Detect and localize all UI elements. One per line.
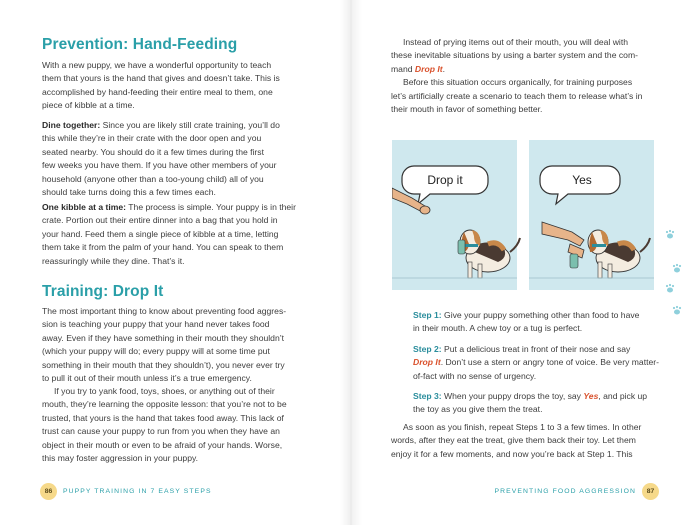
text-line: The most important thing to know about preventing food aggres- (42, 306, 287, 316)
drop-it-command: Drop It (414, 63, 443, 74)
text-line: them that yours is the hand that gives and doesn’t take. This is (42, 73, 280, 84)
paw-print-icon (673, 264, 681, 273)
hand-with-treat (420, 206, 430, 214)
bubble-text-drop-it: Drop it (427, 173, 463, 187)
text-run: The process is simple. Your puppy is in their (126, 202, 296, 212)
footer-chapter-title: PREVENTING FOOD AGGRESSION (494, 488, 636, 495)
text-line: in their mouth. A chew toy or a tug is perfect. (413, 323, 583, 334)
text-line: sion is teaching your puppy that your hand never takes food (42, 319, 270, 330)
heading-training-drop-it: Training: Drop It (42, 283, 164, 300)
text-line: your hand. Feed them a single piece of kibble at a time, letting (42, 228, 279, 239)
text-line: of-fact with no sense of urgency. (413, 370, 537, 381)
text-line: seated nearby. You should do it a few times during the first (42, 146, 264, 157)
text-line: the toy as you give them the treat. (413, 404, 543, 415)
text-line: enjoy it for a few moments, and now you’re back at Step 1. This (391, 448, 633, 459)
dine-together-label: Dine together: (42, 120, 101, 130)
text-line: (which your puppy will do; every puppy will at some time put (42, 346, 270, 357)
one-kibble-paragraph (42, 201, 296, 268)
text-line (42, 201, 296, 214)
panel-drop-it (392, 140, 520, 290)
text-line: With a new puppy, we have a wonderful opportunity to teach (42, 60, 272, 70)
text-line: them take it from the palm of your hand. You can speak to them (42, 242, 284, 253)
bubble-text-yes: Yes (572, 173, 592, 187)
drop-it-illustration (392, 140, 654, 290)
yes-command: Yes (583, 391, 599, 402)
dine-together-paragraph (42, 119, 280, 199)
step-3-line (413, 390, 659, 403)
text-line: If you try to yank food, toys, shoes, or anything out of their (54, 386, 275, 396)
text-run: Give your puppy something other than food to have (441, 310, 640, 320)
text-line (42, 119, 280, 132)
step-1-label: Step 1: (413, 310, 442, 320)
barter-paragraph (391, 36, 642, 116)
text-line (391, 63, 642, 76)
text-line: these inevitable situations by using a barter system and the com- (391, 50, 638, 61)
text-line (413, 356, 659, 369)
text-line: household (anyone other than a too-young child) all of you (42, 173, 264, 184)
text-line: few weeks you have them. If you have other members of your (42, 160, 277, 171)
text-line: object in their mouth or even to be afraid of your hands. Worse, (42, 439, 283, 450)
text-line: Before this situation occurs organically, for training purposes (403, 77, 633, 88)
step-2-label: Step 2: (413, 343, 442, 354)
page-number: 86 (40, 483, 57, 500)
text-line: should take turns doing this a few times each. (42, 187, 216, 198)
text-run: Put a delicious treat in front of their nose and say (441, 343, 631, 354)
paw-print-icon (666, 284, 674, 293)
text-run: When your puppy drops the toy, say (441, 391, 584, 402)
paw-print-icon (673, 306, 681, 315)
text-line: their mouth in favor of something better. (391, 104, 543, 115)
text-line: reassuringly while they dine. That’s it. (42, 255, 185, 266)
text-line: As soon as you finish, repeat Steps 1 to 3 a few times. In other (403, 422, 642, 432)
text-run: . (442, 63, 445, 74)
text-line: words, after they eat the treat, give them back their toy. Let them (391, 435, 636, 446)
heading-prevention-hand-feeding: Prevention: Hand-Feeding (42, 36, 238, 53)
text-line: trusted, that yours is the hand that takes food away. This lack of (42, 412, 284, 423)
text-line: something in their mouth that they shouldn’t), you never ever try (42, 359, 285, 370)
right-page (350, 0, 700, 525)
text-run: , and pick up (598, 391, 648, 402)
text-line: to pull it out of their mouth unless it’s a true emergency. (42, 373, 252, 384)
steps-list (413, 309, 659, 417)
intro-paragraph (42, 59, 280, 113)
text-line: this may foster aggression in your puppy. (42, 453, 199, 464)
right-footer (488, 483, 659, 500)
text-run: . Don’t use a stern or angry tone of voice. Be very matter- (440, 357, 659, 368)
repeat-paragraph (391, 421, 641, 461)
text-line: piece of kibble at a time. (42, 100, 135, 111)
text-line: trust can cause your puppy to run from you when they have an (42, 426, 280, 437)
text-line: Instead of prying items out of their mouth, you will deal with (403, 37, 628, 47)
text-line: this while they’re in their crate with the door open and you (42, 133, 262, 144)
one-kibble-label: One kibble at a time: (42, 202, 127, 212)
left-footer (40, 483, 218, 500)
step-3-label: Step 3: (413, 391, 442, 402)
text-run: Since you are likely still crate training, you’ll do (100, 120, 280, 130)
panel-background (529, 140, 654, 290)
page-number: 87 (642, 483, 659, 500)
footer-book-title: PUPPY TRAINING IN 7 EASY STEPS (63, 488, 212, 495)
step-2-line (413, 343, 659, 356)
chew-toy (570, 254, 578, 268)
text-line: accomplished by hand-feeding their entire meal to them, one (42, 86, 273, 97)
paw-prints-decoration (664, 228, 686, 318)
drop-it-command: Drop It (413, 357, 441, 368)
training-paragraph-2 (42, 385, 287, 465)
text-line: crate. Portion out their entire dinner into a bag that you hold in (42, 215, 278, 226)
step-1-line (413, 309, 659, 322)
text-line: away. Even if they have something in their mouth they shouldn’t (42, 332, 285, 343)
panel-yes (529, 140, 654, 290)
training-paragraph-1 (42, 305, 286, 385)
text-line: let’s artificially create a scenario to teach them to release what’s in (391, 90, 643, 101)
text-line: mouth, they’re learning the opposite lesson: that you’re not to be (42, 399, 287, 410)
paw-print-icon (666, 230, 674, 239)
text-run: mand (391, 63, 415, 74)
